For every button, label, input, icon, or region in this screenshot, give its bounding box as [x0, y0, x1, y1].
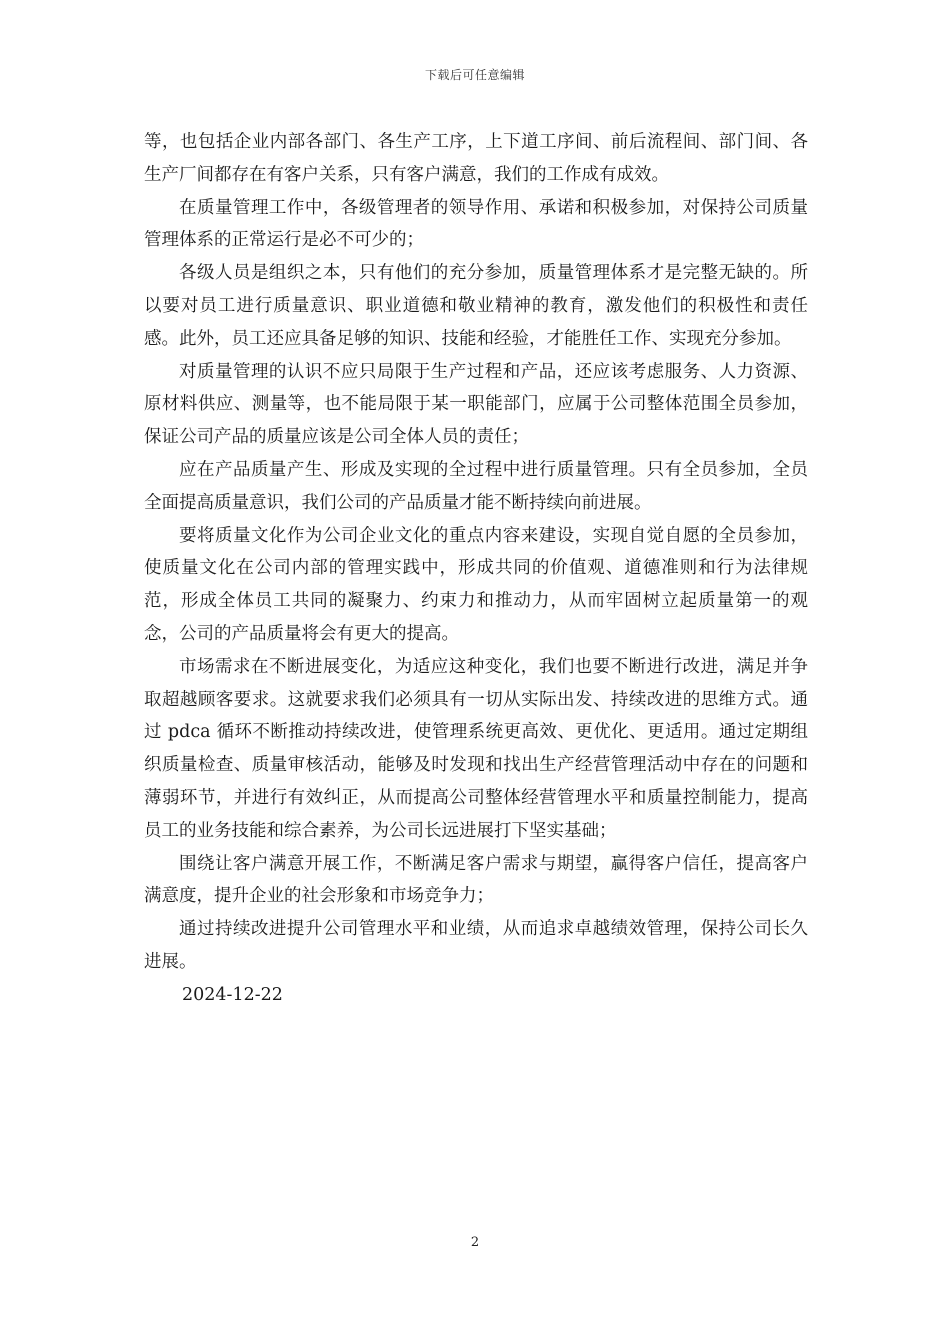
document-body [144, 126, 808, 1012]
paragraph-5: 应在产品质量产生、形成及实现的全过程中进行质量管理。只有全员参加，全员全面提高质量意识，我们公司的产品质量才能不断持续向前进展。 [144, 459, 808, 513]
paragraph-3: 各级人员是组织之本，只有他们的充分参加，质量管理体系才是完整无缺的。所以要对员工进行质量意识、职业道德和敬业精神的教育，激发他们的积极性和责任感。此外，员工还应具备足够的知识、技能和经验，才能胜任工作、实现充分参加。 [144, 263, 808, 349]
page-number: 2 [470, 1235, 480, 1250]
paragraph-1: 等，也包括企业内部各部门、各生产工序，上下道工序间、前后流程间、部门间、各生产厂间都存在有客户关系，只有客户满意，我们的工作成有成效。 [144, 132, 808, 185]
paragraph-6: 要将质量文化作为公司企业文化的重点内容来建设，实现自觉自愿的全员参加，使质量文化在公司内部的管理实践中，形成共同的价值观、道德准则和行为法律规范，形成全体员工共同的凝聚力、约束力和推动力，从而牢固树立起质量第一的观念，公司的产品质量将会有更大的提高。 [144, 525, 808, 644]
paragraph-8: 围绕让客户满意开展工作，不断满足客户需求与期望，赢得客户信任，提高客户满意度，提升企业的社会形象和市场竞争力； [144, 853, 808, 907]
paragraph-4: 对质量管理的认识不应只局限于生产过程和产品，还应该考虑服务、人力资源、原材料供应、测量等，也不能局限于某一职能部门，应属于公司整体范围全员参加，保证公司产品的质量应该是公司全体人员的责任； [144, 361, 808, 448]
paragraph-2: 在质量管理工作中，各级管理者的领导作用、承诺和积极参加，对保持公司质量管理体系的正常运行是必不可少的； [144, 197, 808, 251]
paragraph-7: 市场需求在不断进展变化，为适应这种变化，我们也要不断进行改进，满足并争取超越顾客要求。这就要求我们必须具有一切从实际出发、持续改进的思维方式。通过 pdca 循环不断推动持续改进，使管理系统更高效、更优化、更适用。通过定期组织质量检查、质量审核活动，能够及时发现和找出生产经营管理活动中存在的问题和薄弱环节，并进行有效纠正，从而提高公司整体经营管理水平和质量控制能力，提高员工的业务技能和综合素养，为公司长远进展打下坚实基础； [144, 656, 808, 841]
page-header: 下载后可任意编辑 [424, 68, 525, 82]
document-date: 2024-12-22 [182, 984, 283, 1005]
paragraph-9: 通过持续改进提升公司管理水平和业绩，从而追求卓越绩效管理，保持公司长久进展。 [144, 919, 808, 972]
